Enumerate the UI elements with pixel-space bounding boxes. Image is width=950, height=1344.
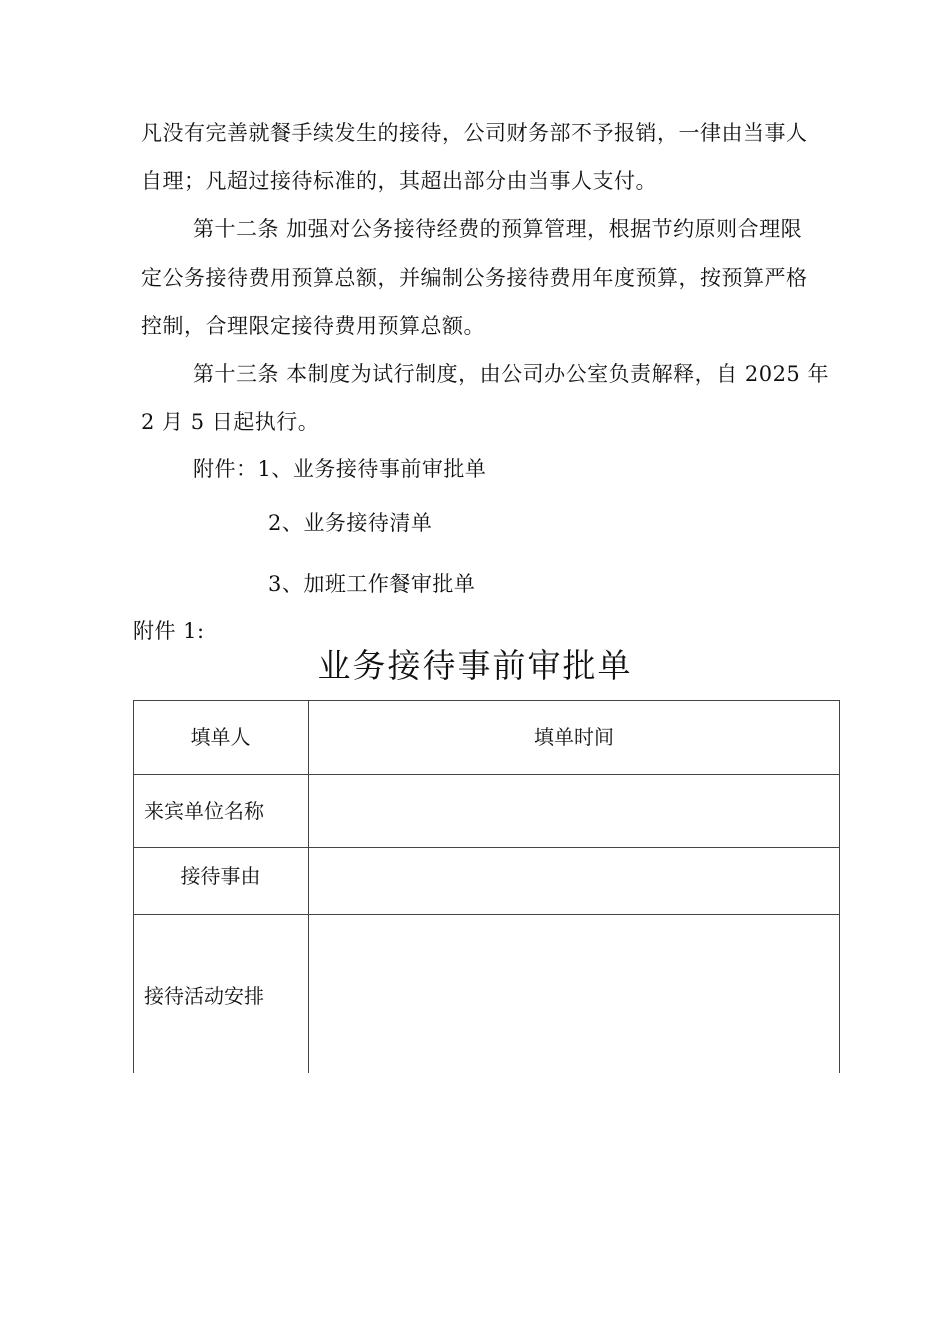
- attachment-item: 2、业务接待清单: [268, 511, 433, 535]
- activity-arrangement-label: 接待活动安排: [144, 984, 264, 1008]
- appendix-label: 附件 1:: [133, 619, 205, 643]
- form-title: 业务接待事前审批单: [317, 646, 633, 685]
- filler-label: 填单人: [190, 725, 251, 749]
- reception-reason-label: 接待事由: [180, 864, 261, 888]
- attachments-intro: 附件：1、业务接待事前审批单: [193, 457, 487, 481]
- activity-arrangement-field[interactable]: [309, 915, 839, 1073]
- guest-unit-label: 来宾单位名称: [144, 799, 264, 823]
- reception-reason-field[interactable]: [309, 848, 839, 914]
- guest-unit-field[interactable]: [309, 775, 839, 847]
- article-12-line: 第十二条 加强对公务接待经费的预算管理，根据节约原则合理限: [193, 217, 803, 241]
- approval-form-table: [133, 700, 840, 1073]
- table-border-top: [133, 700, 840, 701]
- fill-time-label: 填单时间: [534, 725, 614, 749]
- article-13-line: 第十三条 本制度为试行制度，由公司办公室负责解释，自 2025 年: [193, 362, 829, 386]
- attachment-item: 3、加班工作餐审批单: [268, 572, 476, 596]
- paragraph-line: 自理；凡超过接待标准的，其超出部分由当事人支付。: [141, 169, 657, 193]
- article-12-line: 定公务接待费用预算总额，并编制公务接待费用年度预算，按预算严格: [141, 266, 808, 290]
- article-12-line: 控制，合理限定接待费用预算总额。: [141, 314, 485, 338]
- article-13-line: 2 月 5 日起执行。: [141, 410, 320, 434]
- paragraph-line: 凡没有完善就餐手续发生的接待，公司财务部不予报销，一律由当事人: [141, 121, 808, 145]
- table-border-right: [839, 700, 840, 1073]
